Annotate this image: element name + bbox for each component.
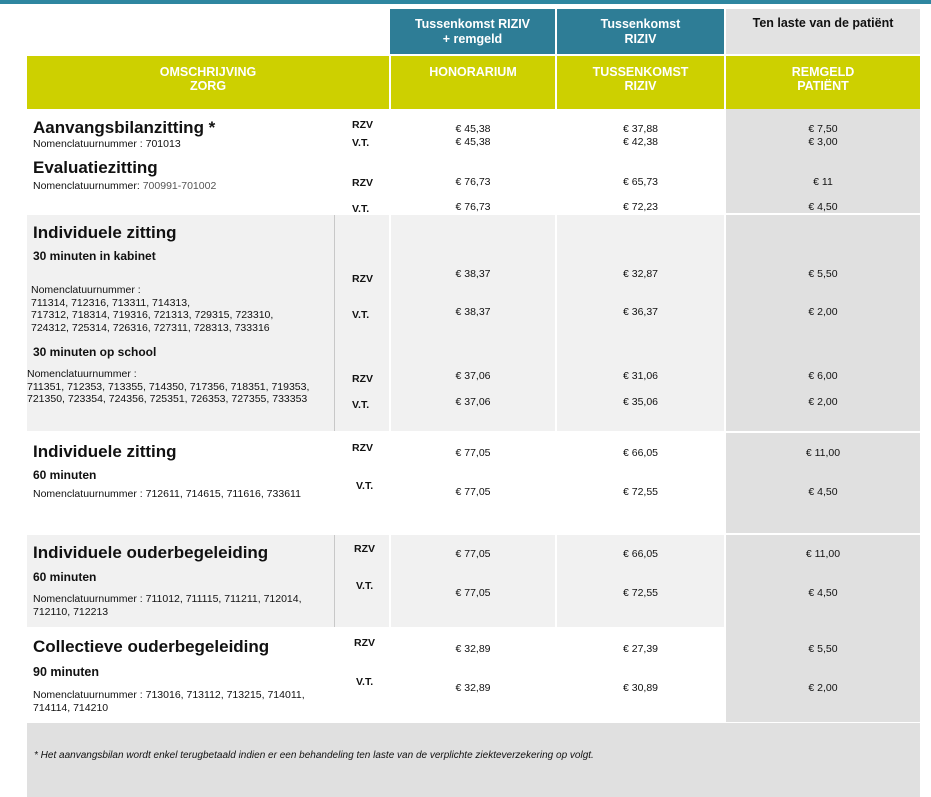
honorarium-value: € 77,05 [455, 486, 491, 498]
patient-value: € 11,00 [805, 447, 841, 459]
divider [334, 215, 335, 431]
riziv-value: € 66,05 [622, 548, 659, 560]
code-vt: V.T. [352, 399, 370, 411]
riziv-value: € 72,55 [622, 587, 659, 599]
riziv-value: € 31,06 [622, 370, 659, 382]
riziv-value: € 37,88 [622, 123, 659, 135]
duration-label: 30 minuten in kabinet [33, 249, 156, 263]
patient-value: € 7,50 [808, 123, 838, 135]
code-rzv: RZV [352, 273, 373, 285]
riziv-value: € 42,38 [622, 136, 659, 148]
nomenclature-text: Nomenclatuurnummer : 711314, 712316, 713311, 714313, 717312, 718314, 719316, 721313, 729315, 723310, 724312, 725314, 726316, 727311, 728313, 733316 [31, 284, 274, 334]
honorarium-value: € 76,73 [455, 201, 491, 213]
code-vt: V.T. [356, 580, 374, 592]
nomenclature-text: Nomenclatuurnummer : 711012, 711115, 711211, 712014, 712110, 712213 [33, 593, 302, 618]
nomenclature-text: Nomenclatuurnummer : 711351, 712353, 713355, 714350, 717356, 718351, 719353, 721350, 723354, 724356, 725351, 726353, 727355, 733353 [27, 368, 310, 405]
honorarium-value: € 76,73 [455, 176, 491, 188]
honorarium-value: € 45,38 [455, 123, 491, 135]
code-vt: V.T. [352, 309, 370, 321]
patient-value: € 2,00 [808, 396, 838, 408]
patient-value: € 2,00 [808, 682, 838, 694]
code-rzv: RZV [354, 637, 375, 649]
patient-value: € 4,50 [808, 486, 838, 498]
section-title: Individuele ouderbegeleiding [33, 543, 269, 562]
riziv-value: € 66,05 [622, 447, 659, 459]
nomenclature-value: 700991-701002 [142, 180, 217, 192]
patient-value: € 3,00 [808, 136, 838, 148]
code-vt: V.T. [352, 203, 370, 215]
nomenclature-text: Nomenclatuurnummer : 713016, 713112, 713215, 714011, 714114, 714210 [33, 689, 305, 714]
section-title: Individuele zitting [33, 223, 177, 242]
header-honorarium: HONORARIUM [391, 56, 555, 109]
honorarium-value: € 32,89 [455, 643, 491, 655]
patient-value: € 6,00 [808, 370, 838, 382]
honorarium-value: € 37,06 [455, 396, 491, 408]
header-patient-top: Ten laste van de patiënt [726, 9, 920, 54]
honorarium-value: € 45,38 [455, 136, 491, 148]
header-riziv: TUSSENKOMST RIZIV [557, 56, 724, 109]
nomenclature-text: Nomenclatuurnummer : 701013 [33, 138, 181, 150]
section-title: Aanvangsbilanzitting * [33, 118, 216, 137]
honorarium-value: € 77,05 [455, 447, 491, 459]
section-title: Individuele zitting [33, 442, 177, 461]
patient-value: € 4,50 [808, 587, 838, 599]
header-honorarium-top: Tussenkomst RIZIV + remgeld [390, 9, 555, 54]
honorarium-value: € 38,37 [455, 268, 491, 280]
header-riziv-top: Tussenkomst RIZIV [557, 9, 724, 54]
riziv-value: € 72,23 [622, 201, 659, 213]
code-vt: V.T. [356, 676, 374, 688]
patient-value: € 4,50 [808, 201, 838, 213]
patient-col-bg-5 [726, 627, 920, 722]
section-title: Collectieve ouderbegeleiding [33, 637, 270, 656]
code-rzv: RZV [354, 543, 375, 555]
code-vt: V.T. [356, 480, 374, 492]
footnote-text: * Het aanvangsbilan wordt enkel terugbetaald indien er een behandeling ten laste van de verplichte ziekteverzekering op volgt. [34, 750, 594, 761]
riziv-value: € 27,39 [622, 643, 659, 655]
patient-value: € 5,50 [808, 268, 838, 280]
nomenclature-label: Nomenclatuurnummer: [33, 180, 143, 192]
patient-value: € 2,00 [808, 306, 838, 318]
nomenclature-text: Nomenclatuurnummer : 712611, 714615, 711616, 733611 [33, 488, 301, 500]
honorarium-value: € 77,05 [455, 587, 491, 599]
code-rzv: RZV [352, 373, 373, 385]
honorarium-value: € 32,89 [455, 682, 491, 694]
code-rzv: RZV [352, 442, 373, 454]
divider [334, 535, 335, 627]
nomenclature-text [33, 180, 216, 193]
patient-value: € 11 [813, 176, 833, 188]
duration-label: 60 minuten [33, 570, 97, 584]
riziv-value: € 36,37 [622, 306, 659, 318]
code-rzv: RZV [352, 177, 373, 189]
honorarium-value: € 37,06 [455, 370, 491, 382]
duration-label: 30 minuten op school [33, 345, 157, 359]
top-accent-bar [0, 0, 931, 4]
riziv-value: € 65,73 [622, 176, 659, 188]
duration-label: 90 minuten [33, 665, 99, 679]
header-description: OMSCHRIJVING ZORG [27, 56, 389, 109]
section-title: Evaluatiezitting [33, 158, 158, 177]
honorarium-value: € 38,37 [455, 306, 491, 318]
code-vt: V.T. [352, 137, 370, 149]
riziv-value: € 72,55 [622, 486, 659, 498]
patient-value: € 5,50 [808, 643, 838, 655]
riziv-value: € 30,89 [622, 682, 659, 694]
patient-value: € 11,00 [805, 548, 841, 560]
duration-label: 60 minuten [33, 468, 97, 482]
riziv-value: € 35,06 [622, 396, 659, 408]
honorarium-value: € 77,05 [455, 548, 491, 560]
code-rzv: RZV [352, 119, 373, 131]
riziv-value: € 32,87 [622, 268, 659, 280]
header-patient: REMGELD PATIËNT [726, 56, 920, 109]
